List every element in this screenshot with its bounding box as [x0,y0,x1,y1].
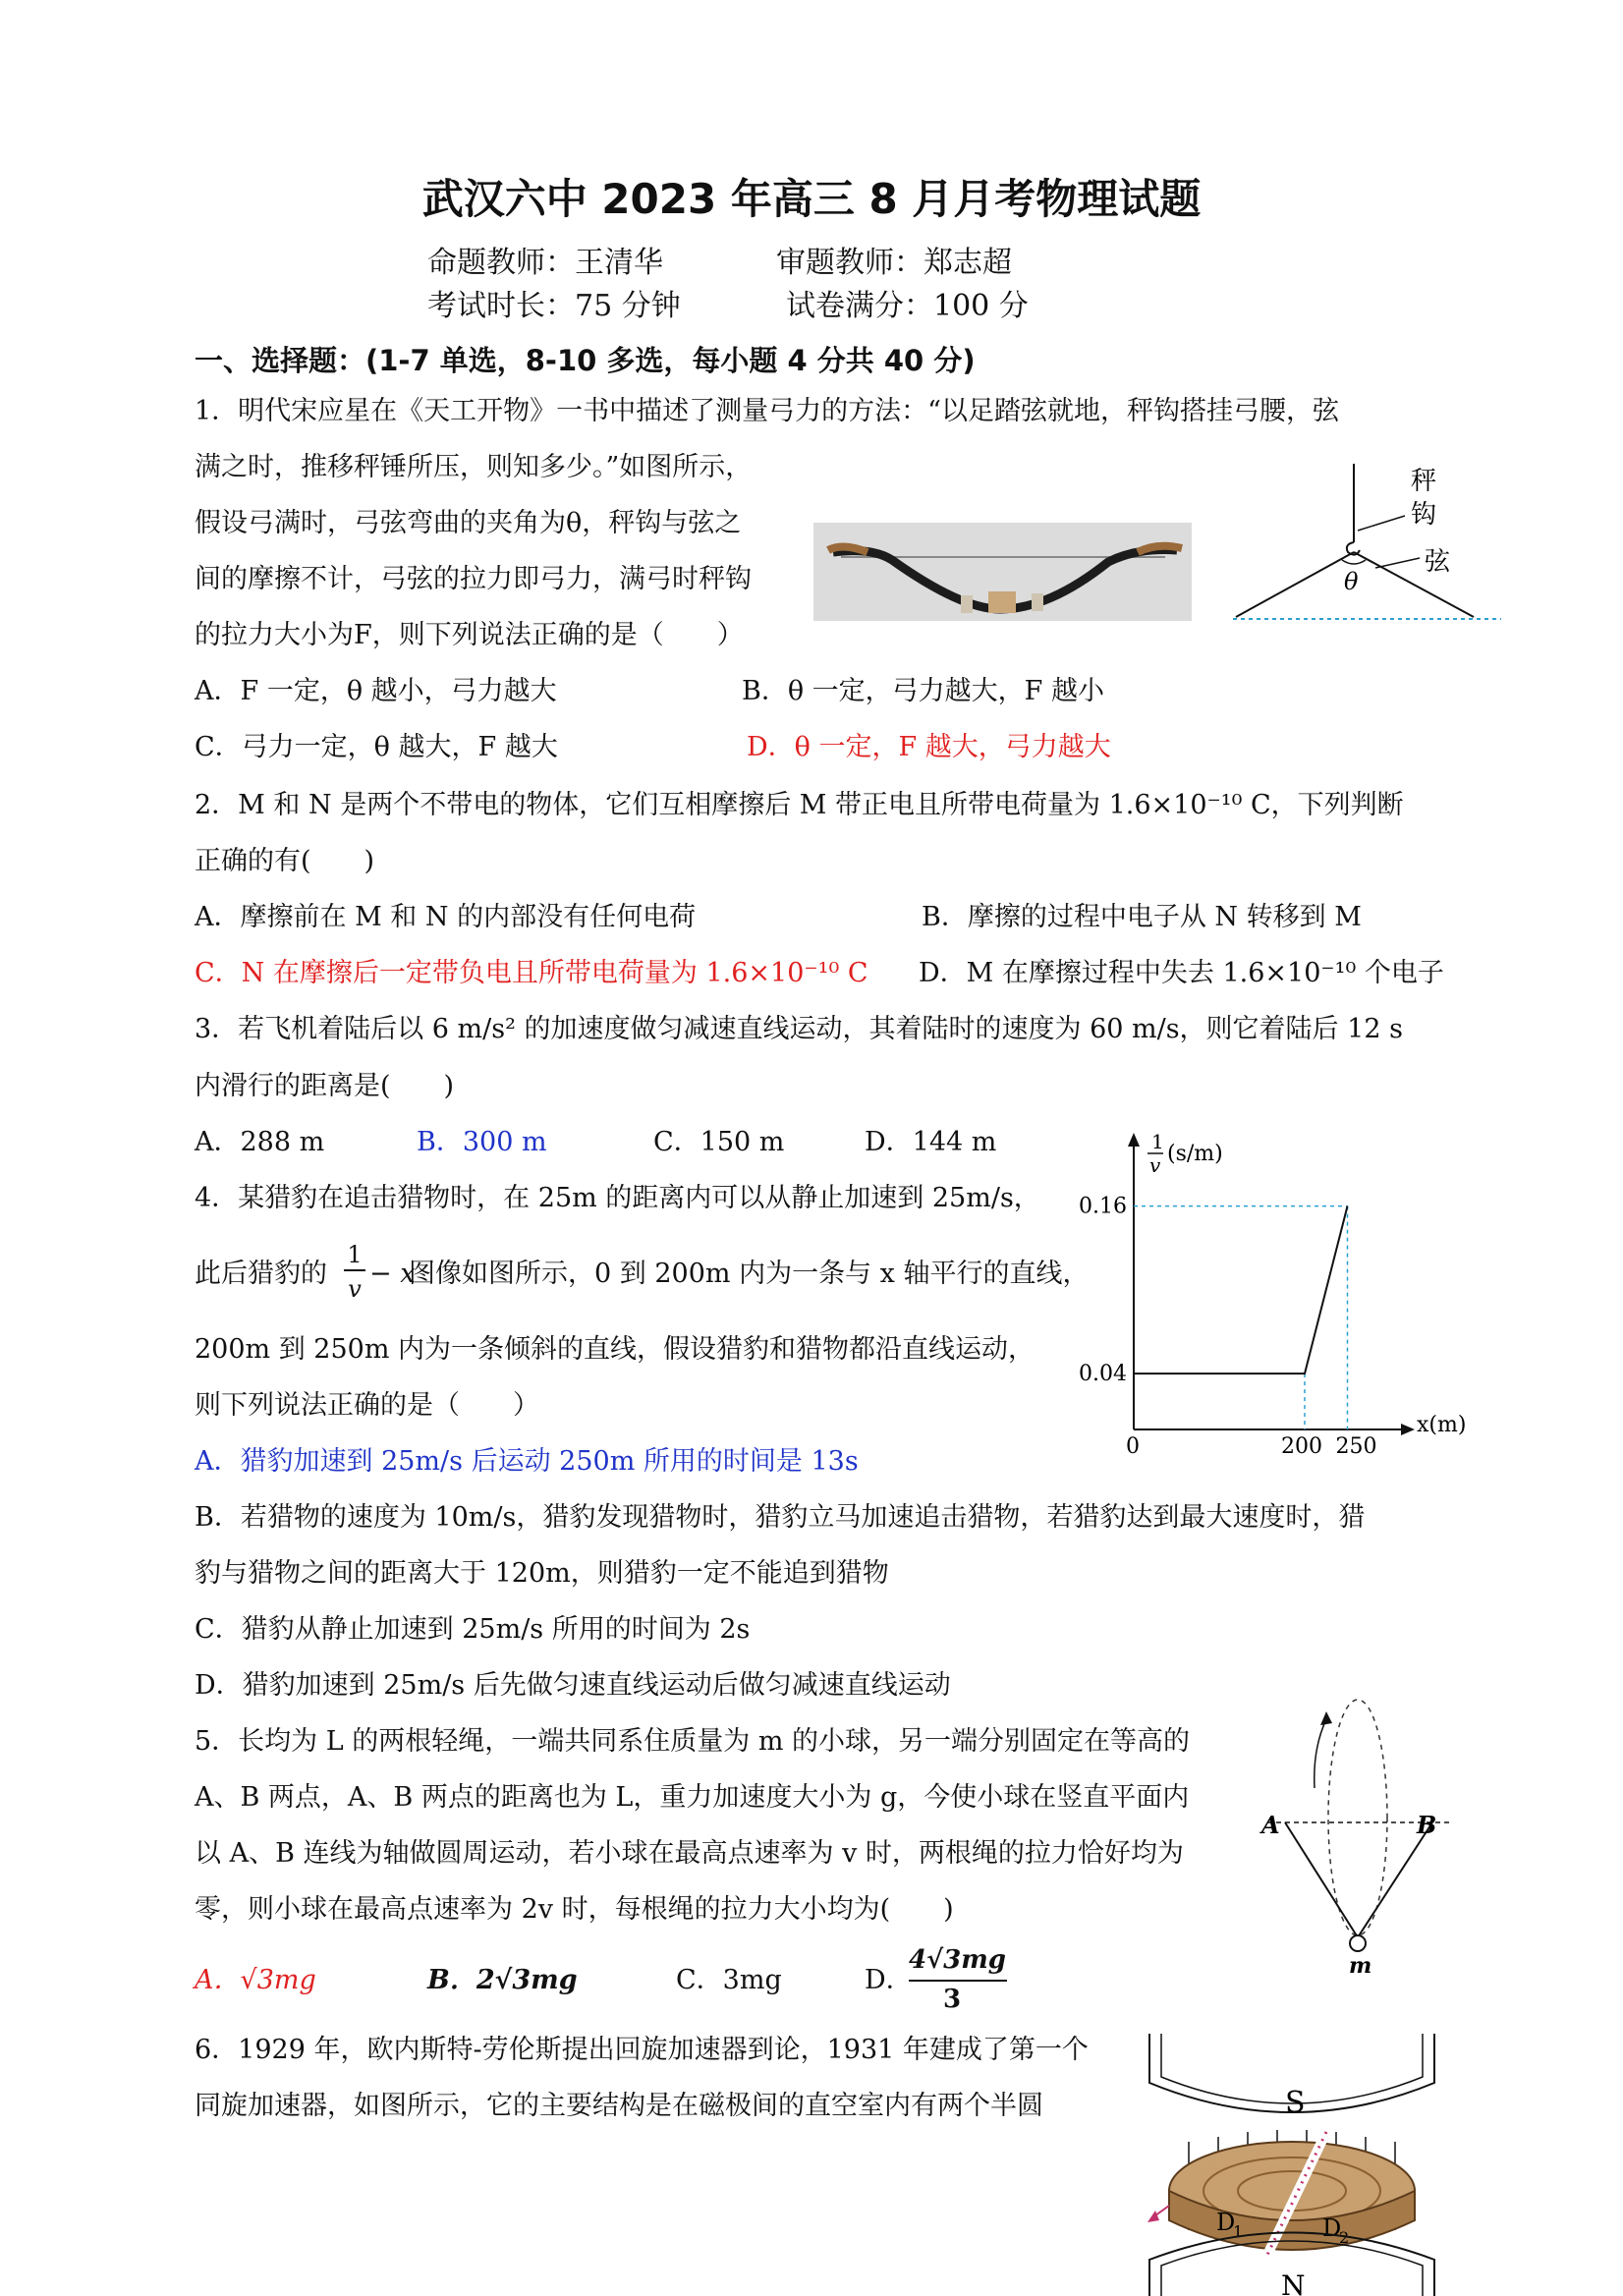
bow-band-left [961,595,973,613]
q4-stem-line2b: 图像如图所示，0 到 200m 内为一条与 x 轴平行的直线， [409,1259,1090,1289]
data-line [1134,1206,1348,1374]
q4-stem-line4: 则下列说法正确的是（ ） [195,1390,539,1421]
q3-option-a[interactable]: A．288 m [195,1127,325,1157]
q4-graph [1071,1125,1483,1459]
circle-path [1328,1700,1387,1935]
label-b: B [1417,1811,1437,1839]
reviewer-line: 审题教师：郑志超 [776,246,1012,280]
q4-option-b-line2[interactable]: 豹与猎物之间的距离大于 120m，则猎豹一定不能追到猎物 [195,1558,889,1589]
q1-stem-line2: 满之时，推移秤锤所压，则知多少。”如图所示， [195,452,753,482]
bow-grip [988,591,1016,613]
q4-stem-line3: 200m 到 250m 内为一条倾斜的直线，假设猎豹和猎物都沿直线运动， [195,1334,1035,1365]
duration-line: 考试时长：75 分钟 [427,289,681,323]
q6-stem-line1: 6．1929 年，欧内斯特-劳伦斯提出回旋加速器到论，1931 年建成了第一个 [195,2035,1089,2065]
q5-stem-line3: 以 A、B 连线为轴做圆周运动，若小球在最高点速率为 v 时，两根绳的拉力恰好均为 [195,1838,1184,1869]
x-tick-250: 250 [1335,1434,1377,1459]
x-label: x(m) [1417,1413,1467,1437]
q1-option-d[interactable]: D．θ 一定，F 越大，弓力越大 [747,732,1111,762]
x-tick-200: 200 [1281,1434,1322,1459]
q3-option-c[interactable]: C．150 m [653,1127,785,1157]
x-axis-arrow [1401,1424,1415,1435]
full-score-line: 试卷满分：100 分 [786,289,1029,323]
q1-stem-line4: 间的摩擦不计，弓弦的拉力即弓力，满弓时秤钩 [195,564,752,594]
q2-option-b[interactable]: B．摩擦的过程中电子从 N 转移到 M [922,902,1362,932]
q5-stem-line2: A、B 两点，A、B 两点的距离也为 L，重力加速度大小为 g，今使小球在竖直平面内 [195,1782,1190,1813]
q3-option-b[interactable]: B．300 m [417,1127,547,1157]
q1-stem-line5: 的拉力大小为F，则下列说法正确的是（ ） [195,620,744,650]
section-heading: 一、选择题：(1-7 单选，8-10 多选，每小题 4 分共 40 分) [195,344,976,377]
y-label-unit: (s/m) [1167,1142,1223,1166]
q4-stem-line1: 4．某猎豹在追击猎物时，在 25m 的距离内可以从静止加速到 25m/s， [195,1183,1040,1213]
q5-option-d-num[interactable]: 4√3mg [909,1945,1006,1975]
origin-label: 0 [1126,1434,1140,1459]
y-tick-004: 0.04 [1079,1362,1127,1387]
q2-stem-line1: 2．M 和 N 是两个不带电的物体，它们互相摩擦后 M 带正电且所带电荷量为 1.6×10⁻¹⁰ C，下列判断 [195,790,1404,820]
q3-option-d[interactable]: D．144 m [865,1127,997,1157]
q2-stem-line2: 正确的有( ) [195,846,375,876]
label-d1: D [1216,2209,1236,2236]
q4-fraction-tail: − x [369,1259,416,1289]
q2-option-a[interactable]: A．摩擦前在 M 和 N 的内部没有任何电荷 [195,902,697,932]
q4-fraction-num: 1 [347,1241,363,1268]
bow-band-right [1032,593,1043,611]
q1-option-b[interactable]: B．θ 一定，弓力越大，F 越小 [742,676,1104,706]
q1-option-a[interactable]: A．F 一定，θ 越小，弓力越大 [195,676,557,706]
setter-line: 命题教师：王清华 [427,246,663,280]
q5-diagram [1248,1690,1454,1975]
rotation-arrow [1315,1719,1326,1788]
y-tick-016: 0.16 [1079,1194,1127,1219]
label-s: S [1285,2086,1306,2120]
page-title: 武汉六中 2023 年高三 8 月月考物理试题 [421,175,1202,223]
label-theta: θ [1344,568,1359,595]
label-d1-sub: 1 [1233,2222,1244,2241]
q4-option-b-line1[interactable]: B．若猎物的速度为 10m/s，猎豹发现猎物时，猎豹立马加速追击猎物，若猎豹达到最大速度时，猎 [195,1502,1366,1533]
hook-pointer [1358,516,1405,531]
label-d2: D [1322,2214,1342,2242]
angle-arc [1342,560,1366,564]
q1-stem-line1: 1．明代宋应星在《天工开物》一书中描述了测量弓力的方法：“以足踏弦就地，秤钩搭挂弓腰，弦 [195,396,1339,426]
label-hook-2: 钩 [1411,500,1437,530]
q1-stem-line3: 假设弓满时，弓弦弯曲的夹角为θ，秤钩与弦之 [195,508,742,538]
label-string: 弦 [1425,547,1451,577]
y-label-den: v [1149,1153,1161,1177]
q1-option-c[interactable]: C．弓力一定，θ 越大，F 越大 [195,732,558,762]
rope-b [1358,1822,1432,1937]
q4-fraction-den: v [348,1275,362,1303]
q6-stem-line2: 同旋加速器，如图所示，它的主要结构是在磁极间的直空室内有两个半圆 [195,2091,1043,2121]
q3-stem-line2: 内滑行的距离是( ) [195,1071,455,1101]
y-label-num: 1 [1151,1130,1164,1153]
q5-option-d-label[interactable]: D． [865,1965,913,1995]
q4-option-a[interactable]: A．猎豹加速到 25m/s 后运动 250m 所用的时间是 13s [195,1446,859,1477]
q5-option-a[interactable]: A．√3mg [195,1965,316,1995]
y-axis-arrow [1128,1133,1140,1147]
beam-arrowhead [1147,2211,1159,2222]
label-a: A [1261,1811,1280,1839]
q5-option-c[interactable]: C．3mg [676,1965,782,1995]
rotation-arrowhead [1320,1711,1332,1725]
string-left [1236,552,1354,617]
rope-a [1285,1822,1358,1937]
string-pointer [1375,558,1420,568]
label-d2-sub: 2 [1339,2228,1350,2247]
q5-option-d-bar [909,1980,1007,1982]
q3-stem-line1: 3．若飞机着陆后以 6 m/s² 的加速度做匀减速直线运动，其着陆时的速度为 60 m/s，则它着陆后 12 s [195,1014,1403,1044]
q4-stem-line2a: 此后猎豹的 [195,1259,327,1289]
q4-option-c[interactable]: C．猎豹从静止加速到 25m/s 所用的时间为 2s [195,1614,751,1645]
q5-option-b[interactable]: B．2√3mg [427,1965,578,1995]
q2-option-d[interactable]: D．M 在摩擦过程中失去 1.6×10⁻¹⁰ 个电子 [919,958,1444,988]
label-hook-1: 秤 [1411,467,1437,496]
string-right [1354,552,1474,617]
q5-option-d-den[interactable]: 3 [943,1985,962,2014]
ball [1350,1935,1366,1951]
q5-stem-line1: 5．长均为 L 的两根轻绳，一端共同系住质量为 m 的小球，另一端分别固定在等高的 [195,1726,1191,1757]
label-n: N [1281,2269,1306,2296]
bow-photo [813,523,1192,621]
q5-stem-line4: 零，则小球在最高点速率为 2v 时，每根绳的拉力大小均为( ) [195,1894,954,1925]
q4-fraction-bar [344,1269,365,1271]
q1-hook-diagram [1228,462,1503,629]
label-m: m [1349,1953,1372,1975]
q4-option-d[interactable]: D．猎豹加速到 25m/s 后先做匀速直线运动后做匀减速直线运动 [195,1670,951,1701]
q2-option-c[interactable]: C．N 在摩擦后一定带负电且所带电荷量为 1.6×10⁻¹⁰ C [195,958,868,988]
cyclotron-diagram [1130,2034,1454,2296]
